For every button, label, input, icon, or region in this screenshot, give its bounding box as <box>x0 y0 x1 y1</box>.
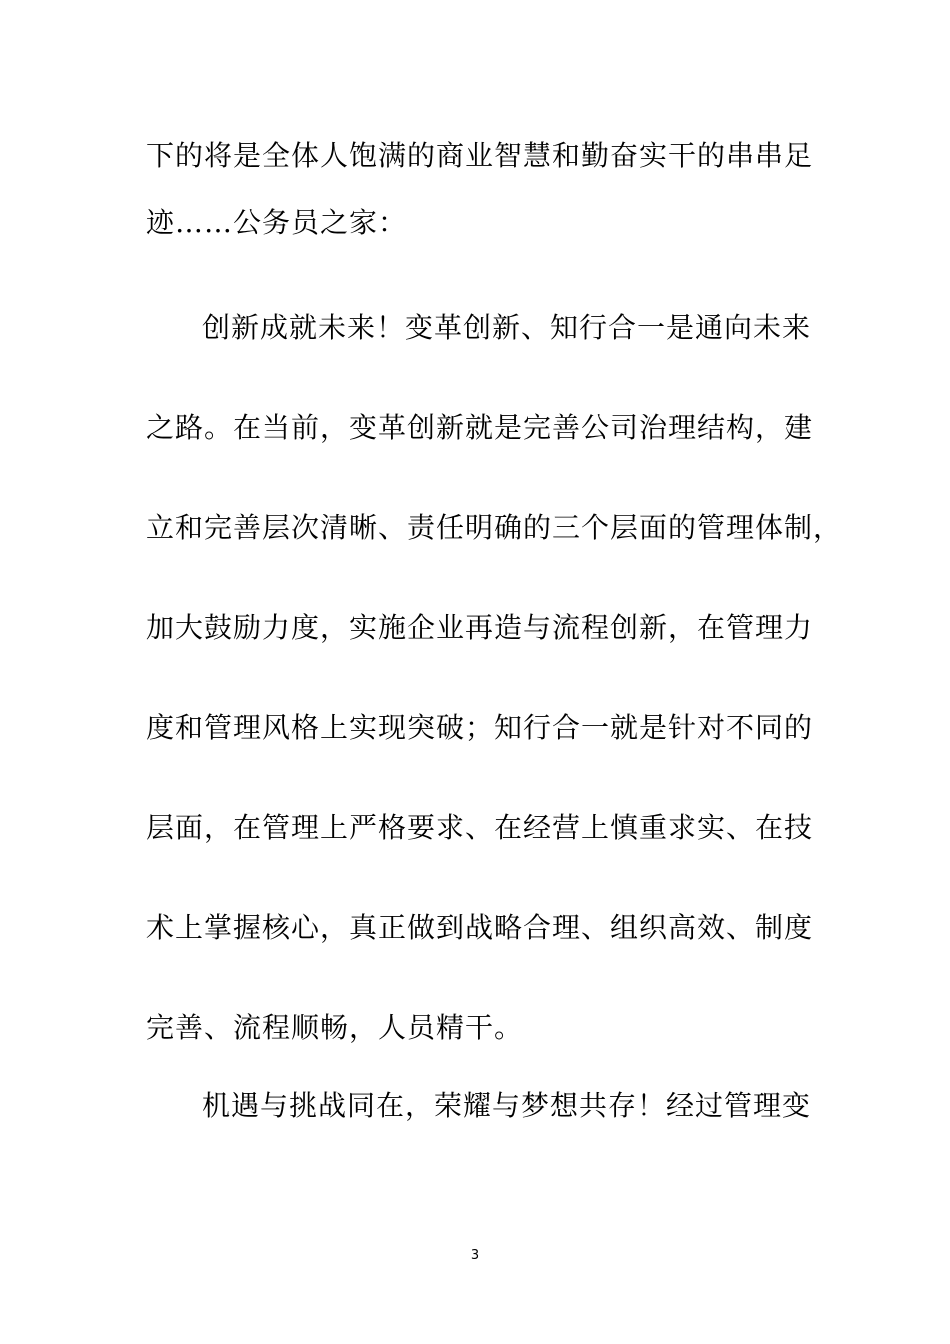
text-line-4: 之路。在当前，变革创新就是完善公司治理结构，建 <box>146 411 814 444</box>
text-line-9: 术上掌握核心，真正做到战略合理、组织高效、制度 <box>146 911 814 944</box>
text-line-6: 加大鼓励力度，实施企业再造与流程创新，在管理力 <box>146 611 814 644</box>
text-line-5: 立和完善层次清晰、责任明确的三个层面的管理体制， <box>146 511 843 544</box>
paragraph-start-line-11: 机遇与挑战同在，荣耀与梦想共存！经过管理变 <box>202 1089 812 1122</box>
page-number: 3 <box>470 1248 480 1263</box>
text-line-10: 完善、流程顺畅，人员精干。 <box>146 1011 524 1044</box>
text-line-1: 下的将是全体人饱满的商业智慧和勤奋实干的串串足 <box>146 139 814 172</box>
text-line-7: 度和管理风格上实现突破；知行合一就是针对不同的 <box>146 711 814 744</box>
text-line-2: 迹……公务员之家： <box>146 206 408 239</box>
paragraph-start-line-3: 创新成就未来！变革创新、知行合一是通向未来 <box>202 311 812 344</box>
text-line-8: 层面，在管理上严格要求、在经营上慎重求实、在技 <box>146 811 814 844</box>
